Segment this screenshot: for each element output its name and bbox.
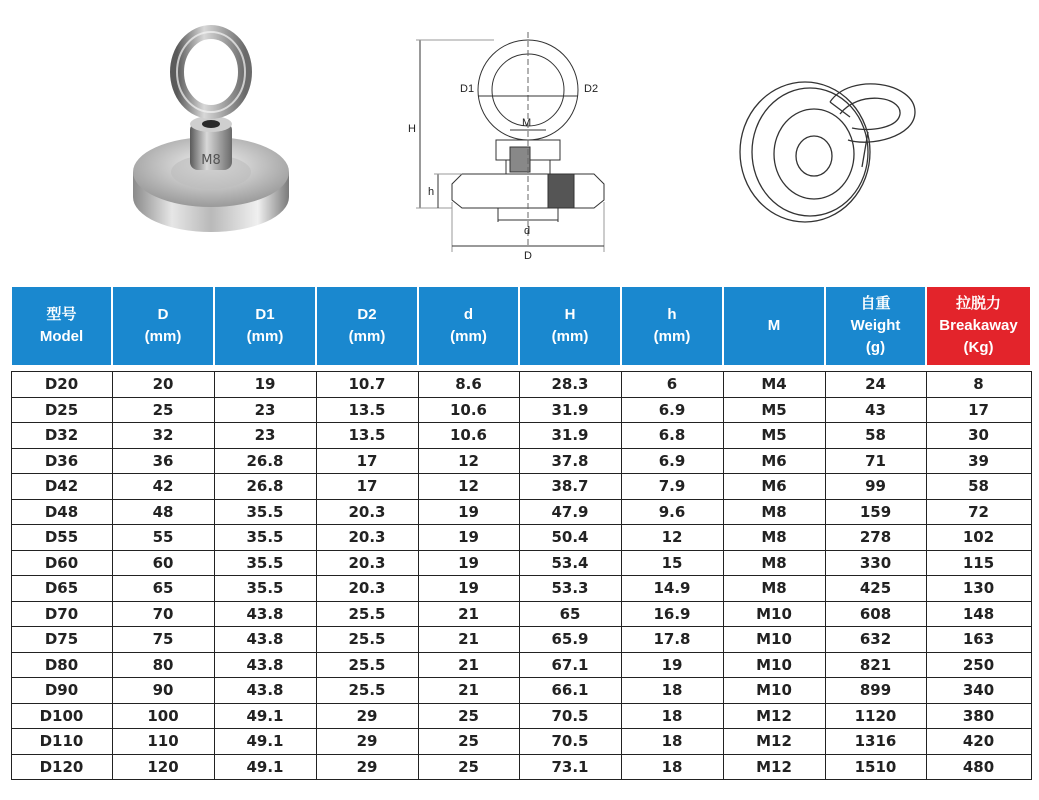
cell-h-small: 15 <box>621 550 723 576</box>
cell-m-thread: M10 <box>723 652 825 678</box>
cell-h-small: 6.9 <box>621 397 723 423</box>
cell-d-small: 21 <box>418 601 519 627</box>
header-text: h <box>667 306 677 323</box>
column-header-model <box>11 286 112 366</box>
cell-h-height: 70.5 <box>519 703 621 729</box>
table-row <box>11 601 1031 627</box>
cell-d-diameter: 42 <box>112 474 214 500</box>
table-row <box>11 474 1031 500</box>
cell-m-thread: M8 <box>723 525 825 551</box>
cell-m-thread: M10 <box>723 678 825 704</box>
drawing-label-d2: D2 <box>584 83 599 95</box>
cell-weight: 1510 <box>825 754 926 780</box>
column-header-h-height <box>519 286 621 366</box>
cell-h-small: 14.9 <box>621 576 723 602</box>
cell-model: D55 <box>11 525 112 551</box>
cell-d1: 43.8 <box>214 627 316 653</box>
header-text: M <box>767 317 781 334</box>
cell-h-height: 65 <box>519 601 621 627</box>
cell-m-thread: M8 <box>723 576 825 602</box>
cell-d-diameter: 65 <box>112 576 214 602</box>
line-render-3d <box>730 62 930 232</box>
cell-model: D75 <box>11 627 112 653</box>
header-text: 型号 <box>46 306 77 323</box>
cell-d-diameter: 75 <box>112 627 214 653</box>
cell-d-small: 21 <box>418 678 519 704</box>
cell-d-diameter: 55 <box>112 525 214 551</box>
cell-m-thread: M6 <box>723 448 825 474</box>
cell-h-height: 67.1 <box>519 652 621 678</box>
table-row <box>11 754 1031 780</box>
cell-model: D120 <box>11 754 112 780</box>
table-row <box>11 627 1031 653</box>
cell-m-thread: M5 <box>723 397 825 423</box>
header-text: 自重 <box>860 295 891 312</box>
cell-d-small: 21 <box>418 652 519 678</box>
cell-d-diameter: 120 <box>112 754 214 780</box>
cell-h-small: 16.9 <box>621 601 723 627</box>
cell-weight: 425 <box>825 576 926 602</box>
cell-model: D20 <box>11 372 112 398</box>
header-text: (mm) <box>551 328 589 345</box>
cell-d2: 20.3 <box>316 576 418 602</box>
table-row <box>11 703 1031 729</box>
cell-d1: 23 <box>214 423 316 449</box>
cell-model: D80 <box>11 652 112 678</box>
table-row <box>11 448 1031 474</box>
header-text: (mm) <box>450 328 487 345</box>
cell-h-small: 18 <box>621 678 723 704</box>
cell-h-small: 12 <box>621 525 723 551</box>
cell-d-diameter: 90 <box>112 678 214 704</box>
cell-d1: 26.8 <box>214 474 316 500</box>
cell-d2: 29 <box>316 754 418 780</box>
cell-m-thread: M4 <box>723 372 825 398</box>
cell-weight: 632 <box>825 627 926 653</box>
column-header-d2 <box>316 286 418 366</box>
cell-h-small: 6.9 <box>621 448 723 474</box>
cell-weight: 159 <box>825 499 926 525</box>
header-text: (g) <box>865 339 886 356</box>
cell-d-small: 19 <box>418 499 519 525</box>
table-body <box>11 366 1031 780</box>
column-header-d1 <box>214 286 316 366</box>
cell-d1: 43.8 <box>214 652 316 678</box>
cell-breakaway: 130 <box>926 576 1031 602</box>
cell-d1: 35.5 <box>214 576 316 602</box>
cell-weight: 1120 <box>825 703 926 729</box>
cell-model: D36 <box>11 448 112 474</box>
cell-weight: 24 <box>825 372 926 398</box>
cell-breakaway: 115 <box>926 550 1031 576</box>
cell-d1: 19 <box>214 372 316 398</box>
cell-breakaway: 420 <box>926 729 1031 755</box>
cell-m-thread: M8 <box>723 499 825 525</box>
cell-h-height: 73.1 <box>519 754 621 780</box>
cell-d2: 10.7 <box>316 372 418 398</box>
cell-breakaway: 380 <box>926 703 1031 729</box>
cell-weight: 278 <box>825 525 926 551</box>
cell-weight: 899 <box>825 678 926 704</box>
column-header-breakaway <box>926 286 1031 366</box>
column-header-weight <box>825 286 926 366</box>
header-row <box>11 286 1031 366</box>
cell-model: D70 <box>11 601 112 627</box>
cell-d-diameter: 80 <box>112 652 214 678</box>
cell-breakaway: 148 <box>926 601 1031 627</box>
cell-h-small: 18 <box>621 729 723 755</box>
cell-m-thread: M12 <box>723 754 825 780</box>
cell-d1: 35.5 <box>214 525 316 551</box>
cell-breakaway: 480 <box>926 754 1031 780</box>
cell-model: D42 <box>11 474 112 500</box>
cell-d-small: 10.6 <box>418 397 519 423</box>
cell-weight: 71 <box>825 448 926 474</box>
cell-m-thread: M8 <box>723 550 825 576</box>
cell-d-small: 21 <box>418 627 519 653</box>
spec-table <box>10 285 1032 780</box>
cell-h-small: 19 <box>621 652 723 678</box>
cell-model: D48 <box>11 499 112 525</box>
cell-d1: 35.5 <box>214 550 316 576</box>
cell-d-diameter: 60 <box>112 550 214 576</box>
cell-d2: 20.3 <box>316 550 418 576</box>
cell-model: D100 <box>11 703 112 729</box>
column-header-d-diameter <box>112 286 214 366</box>
cell-weight: 608 <box>825 601 926 627</box>
table-row <box>11 423 1031 449</box>
cell-d-small: 19 <box>418 576 519 602</box>
cell-breakaway: 163 <box>926 627 1031 653</box>
table-row <box>11 729 1031 755</box>
cell-h-height: 38.7 <box>519 474 621 500</box>
column-header-h-small <box>621 286 723 366</box>
cell-d-small: 10.6 <box>418 423 519 449</box>
cell-model: D60 <box>11 550 112 576</box>
header-text: H <box>564 306 576 323</box>
cell-d-small: 8.6 <box>418 372 519 398</box>
cell-d2: 29 <box>316 703 418 729</box>
cell-h-small: 18 <box>621 754 723 780</box>
drawing-label-h-lower: h <box>428 186 435 198</box>
drawing-label-h-upper: H <box>408 123 416 135</box>
product-photo <box>118 22 303 237</box>
cell-model: D110 <box>11 729 112 755</box>
cell-d-diameter: 48 <box>112 499 214 525</box>
table-row <box>11 499 1031 525</box>
header-text: D1 <box>255 306 275 323</box>
header-text: d <box>463 306 474 323</box>
cell-d2: 17 <box>316 474 418 500</box>
cell-d2: 25.5 <box>316 627 418 653</box>
cell-d1: 49.1 <box>214 703 316 729</box>
cell-d-small: 12 <box>418 448 519 474</box>
cell-d1: 43.8 <box>214 678 316 704</box>
cell-d-diameter: 20 <box>112 372 214 398</box>
cell-breakaway: 102 <box>926 525 1031 551</box>
drawing-label-d-small: d <box>524 225 531 237</box>
cell-d2: 20.3 <box>316 499 418 525</box>
table-row <box>11 397 1031 423</box>
cell-d1: 49.1 <box>214 729 316 755</box>
header-text: (mm) <box>653 328 691 345</box>
cell-breakaway: 72 <box>926 499 1031 525</box>
table-row <box>11 678 1031 704</box>
cell-h-small: 9.6 <box>621 499 723 525</box>
cell-h-height: 70.5 <box>519 729 621 755</box>
cell-d2: 17 <box>316 448 418 474</box>
product-images <box>0 0 1039 280</box>
cell-m-thread: M10 <box>723 627 825 653</box>
cell-d-diameter: 110 <box>112 729 214 755</box>
cell-breakaway: 340 <box>926 678 1031 704</box>
cell-h-small: 7.9 <box>621 474 723 500</box>
cell-m-thread: M10 <box>723 601 825 627</box>
cell-m-thread: M12 <box>723 703 825 729</box>
cell-d-small: 12 <box>418 474 519 500</box>
header-text: (mm) <box>144 328 182 345</box>
cell-d2: 13.5 <box>316 397 418 423</box>
cell-d1: 35.5 <box>214 499 316 525</box>
cell-d1: 43.8 <box>214 601 316 627</box>
cell-h-height: 66.1 <box>519 678 621 704</box>
header-text: (mm) <box>348 328 386 345</box>
cell-d-diameter: 32 <box>112 423 214 449</box>
cell-h-small: 6.8 <box>621 423 723 449</box>
cell-d-diameter: 100 <box>112 703 214 729</box>
cell-m-thread: M6 <box>723 474 825 500</box>
table-row <box>11 550 1031 576</box>
cell-h-height: 53.3 <box>519 576 621 602</box>
cell-breakaway: 250 <box>926 652 1031 678</box>
cell-weight: 1316 <box>825 729 926 755</box>
cell-h-height: 50.4 <box>519 525 621 551</box>
cell-d-small: 25 <box>418 703 519 729</box>
cell-d2: 13.5 <box>316 423 418 449</box>
cell-weight: 43 <box>825 397 926 423</box>
header-text: (mm) <box>246 328 284 345</box>
cell-model: D25 <box>11 397 112 423</box>
header-text: 拉脱力 <box>955 295 1001 312</box>
cell-d2: 29 <box>316 729 418 755</box>
cell-h-height: 31.9 <box>519 397 621 423</box>
cell-weight: 821 <box>825 652 926 678</box>
header-text: Breakaway <box>939 317 1018 334</box>
cell-h-small: 17.8 <box>621 627 723 653</box>
column-header-m-thread <box>723 286 825 366</box>
cell-h-small: 18 <box>621 703 723 729</box>
engraving-text: M8 <box>201 153 221 168</box>
cell-d-small: 25 <box>418 754 519 780</box>
cell-h-height: 28.3 <box>519 372 621 398</box>
technical-drawing <box>398 22 628 262</box>
header-text: Model <box>39 328 84 345</box>
cell-d-small: 25 <box>418 729 519 755</box>
cell-d1: 26.8 <box>214 448 316 474</box>
cell-d2: 25.5 <box>316 652 418 678</box>
drawing-label-d-large: D <box>524 250 532 262</box>
cell-breakaway: 17 <box>926 397 1031 423</box>
header-text: Weight <box>850 317 901 334</box>
cell-d1: 23 <box>214 397 316 423</box>
cell-d2: 25.5 <box>316 601 418 627</box>
cell-model: D90 <box>11 678 112 704</box>
cell-m-thread: M12 <box>723 729 825 755</box>
cell-model: D32 <box>11 423 112 449</box>
cell-h-height: 31.9 <box>519 423 621 449</box>
cell-breakaway: 30 <box>926 423 1031 449</box>
cell-d2: 25.5 <box>316 678 418 704</box>
drawing-label-m: M <box>522 117 532 129</box>
cell-h-height: 37.8 <box>519 448 621 474</box>
cell-weight: 58 <box>825 423 926 449</box>
header-text: (Kg) <box>963 339 994 356</box>
cell-h-height: 47.9 <box>519 499 621 525</box>
cell-d-diameter: 70 <box>112 601 214 627</box>
cell-h-height: 53.4 <box>519 550 621 576</box>
table-row <box>11 525 1031 551</box>
cell-d-diameter: 36 <box>112 448 214 474</box>
cell-model: D65 <box>11 576 112 602</box>
cell-m-thread: M5 <box>723 423 825 449</box>
cell-d2: 20.3 <box>316 525 418 551</box>
table-row <box>11 576 1031 602</box>
cell-h-height: 65.9 <box>519 627 621 653</box>
cell-weight: 99 <box>825 474 926 500</box>
cell-d-diameter: 25 <box>112 397 214 423</box>
drawing-label-d1: D1 <box>460 83 475 95</box>
cell-breakaway: 58 <box>926 474 1031 500</box>
column-header-d-small <box>418 286 519 366</box>
table-row <box>11 372 1031 398</box>
cell-weight: 330 <box>825 550 926 576</box>
header-text: D2 <box>357 306 377 323</box>
cell-h-small: 6 <box>621 372 723 398</box>
cell-d1: 49.1 <box>214 754 316 780</box>
cell-d-small: 19 <box>418 550 519 576</box>
cell-breakaway: 8 <box>926 372 1031 398</box>
cell-breakaway: 39 <box>926 448 1031 474</box>
cell-d-small: 19 <box>418 525 519 551</box>
table-row <box>11 652 1031 678</box>
header-text: D <box>157 306 169 323</box>
